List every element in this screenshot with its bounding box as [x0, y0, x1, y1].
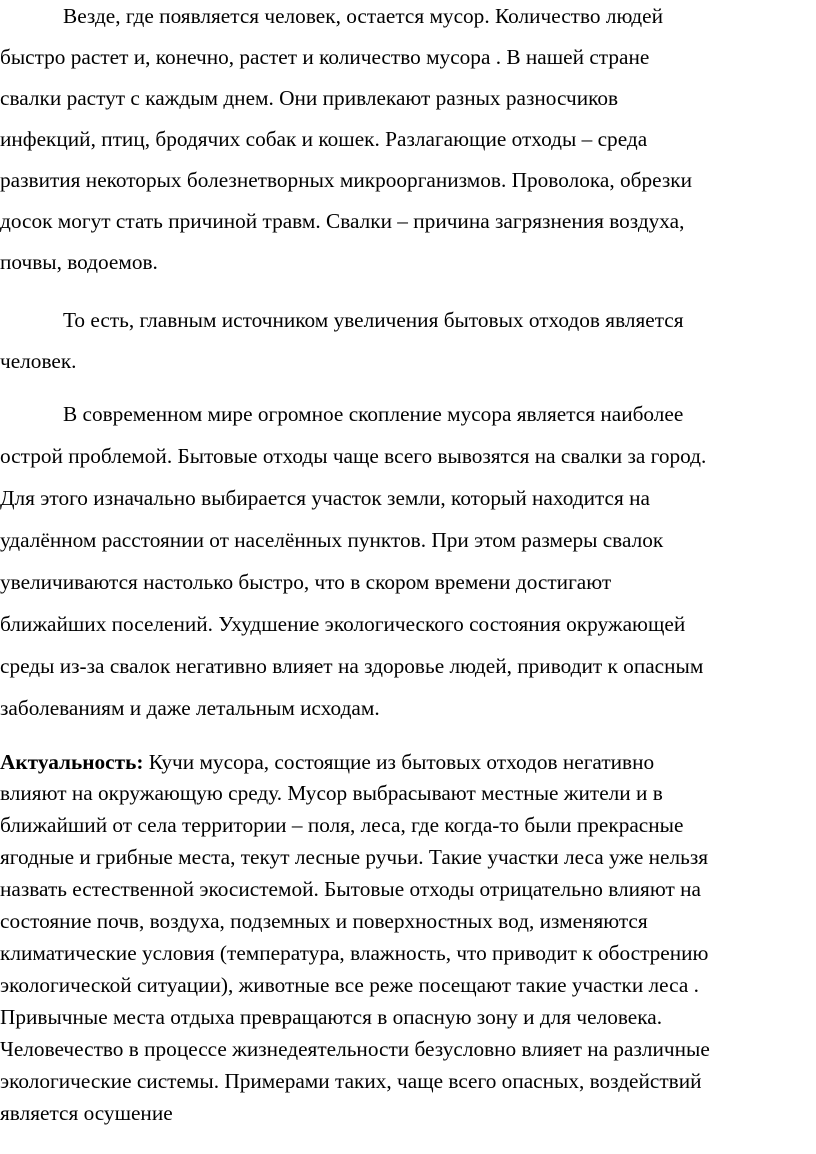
- paragraph-line: увеличиваются настолько быстро, что в скором времени достигают: [0, 570, 612, 594]
- paragraph-line: экологической ситуации), животные все реже посещают такие участки леса .: [0, 973, 699, 997]
- paragraph-line: [0, 752, 654, 773]
- section-heading: Актуальность:: [0, 750, 144, 774]
- paragraph-line: человек.: [0, 349, 77, 373]
- paragraph-line: То есть, главным источником увеличения бытовых отходов является: [63, 308, 684, 332]
- paragraph-line: экологические системы. Примерами таких, чаще всего опасных, воздействий: [0, 1069, 702, 1093]
- paragraph-line: досок могут стать причиной травм. Свалки – причина загрязнения воздуха,: [0, 209, 685, 233]
- paragraph-line: влияют на окружающую среду. Мусор выбрасывают местные жители и в: [0, 781, 663, 805]
- paragraph-line: удалённом расстоянии от населённых пунктов. При этом размеры свалок: [0, 528, 664, 552]
- paragraph-line: ближайших поселений. Ухудшение экологического состояния окружающей: [0, 612, 686, 636]
- paragraph-line: ягодные и грибные места, текут лесные ручьи. Такие участки леса уже нельзя: [0, 845, 709, 869]
- paragraph-line: В современном мире огромное скопление мусора является наиболее: [63, 402, 684, 426]
- paragraph-line: среды из-за свалок негативно влияет на здоровье людей, приводит к опасным: [0, 654, 704, 678]
- paragraph-line: Везде, где появляется человек, остается мусор. Количество людей: [63, 4, 663, 28]
- paragraph-line: состояние почв, воздуха, подземных и поверхностных вод, изменяются: [0, 909, 648, 933]
- paragraph-line: развития некоторых болезнетворных микроорганизмов. Проволока, обрезки: [0, 168, 692, 192]
- paragraph-line: инфекций, птиц, бродячих собак и кошек. Разлагающие отходы – среда: [0, 127, 648, 151]
- paragraph-line: заболеваниям и даже летальным исходам.: [0, 696, 380, 720]
- paragraph-line: назвать естественной экосистемой. Бытовые отходы отрицательно влияют на: [0, 877, 701, 901]
- paragraph-line: быстро растет и, конечно, растет и количество мусора . В нашей стране: [0, 45, 650, 69]
- paragraph-line: ближайший от села территории – поля, леса, где когда-то были прекрасные: [0, 813, 684, 837]
- paragraph-line: климатические условия (температура, влажность, что приводит к обострению: [0, 941, 709, 965]
- paragraph-line: Для этого изначально выбирается участок земли, который находится на: [0, 486, 650, 510]
- heading-continuation: Кучи мусора, состоящие из бытовых отходов негативно: [143, 750, 655, 774]
- paragraph-line: почвы, водоемов.: [0, 250, 158, 274]
- paragraph-line: является осушение: [0, 1101, 173, 1125]
- paragraph-line: острой проблемой. Бытовые отходы чаще всего вывозятся на свалки за город.: [0, 444, 707, 468]
- paragraph-line: Привычные места отдыха превращаются в опасную зону и для человека.: [0, 1005, 663, 1029]
- paragraph-line: свалки растут с каждым днем. Они привлекают разных разносчиков: [0, 86, 619, 110]
- paragraph-line: Человечество в процессе жизнедеятельности безусловно влияет на различные: [0, 1037, 710, 1061]
